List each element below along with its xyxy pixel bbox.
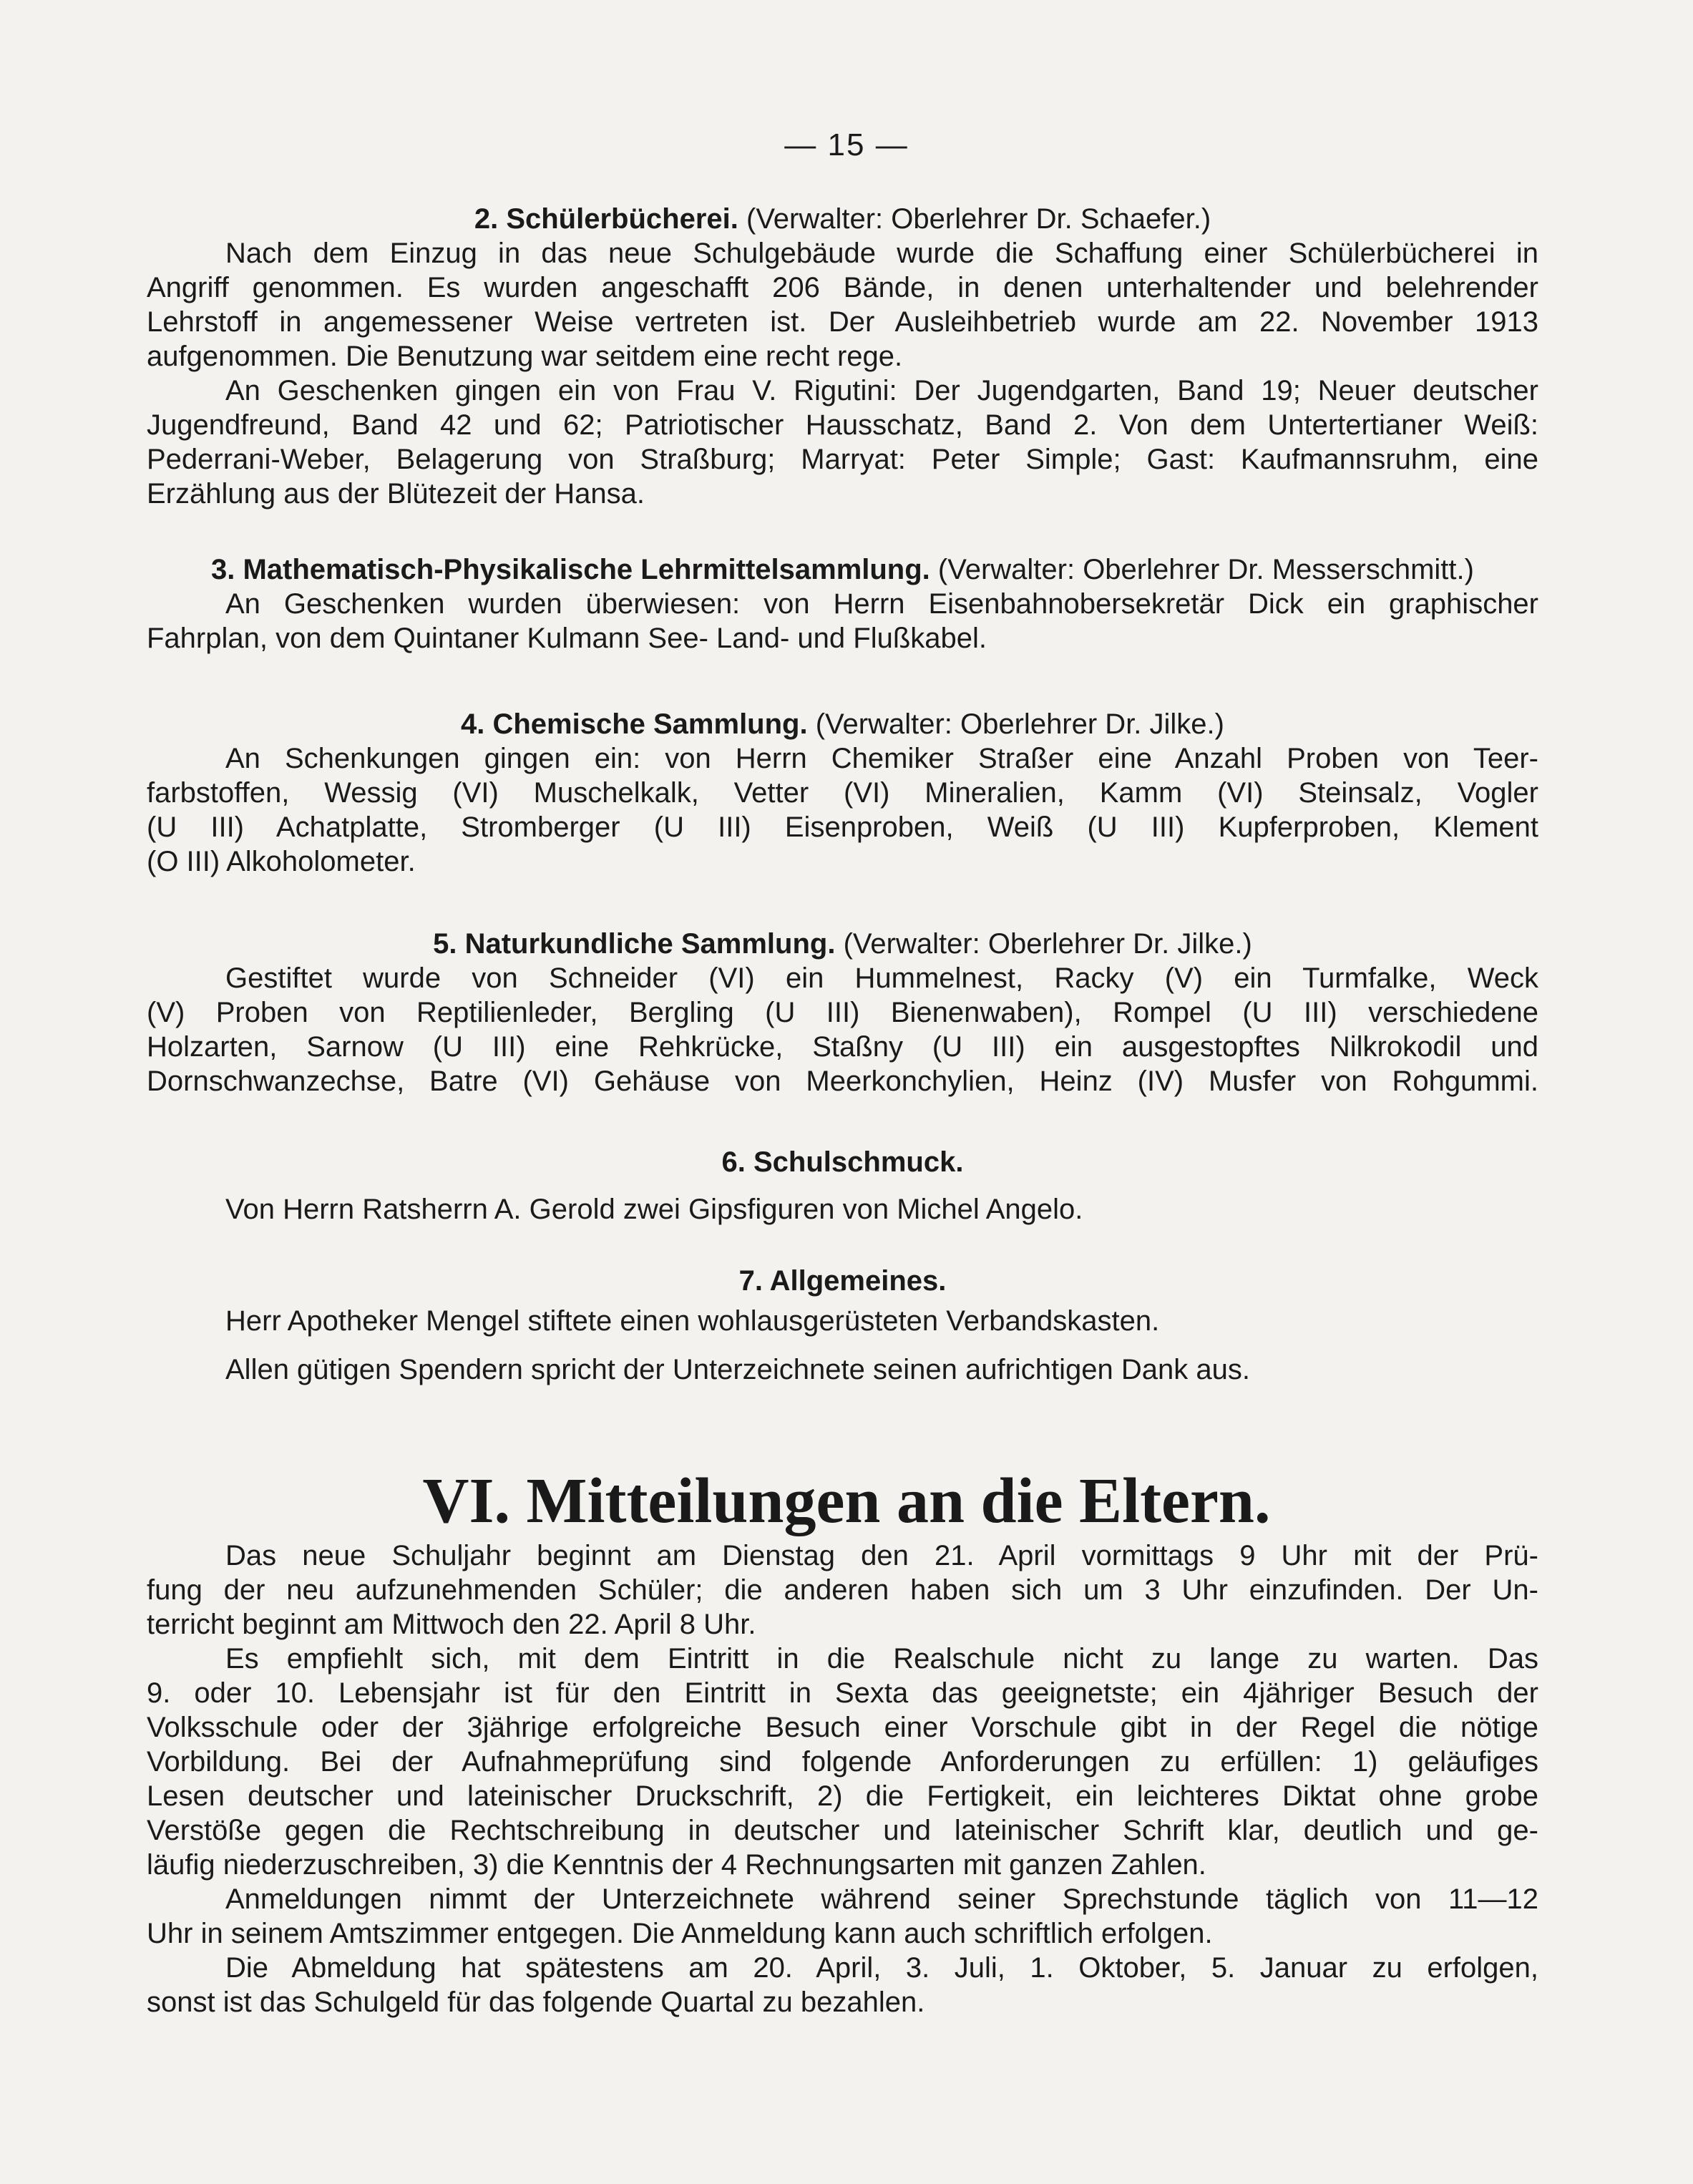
section-naturkundliche-sammlung (147, 927, 1538, 1098)
section-allgemeines (147, 1264, 1538, 1387)
section-admin: (Verwalter: Oberlehrer Dr. Jilke.) (815, 708, 1224, 740)
text-line: Volksschule oder der 3jährige erfolgreiche Besuch einer Vorschule gibt in der Regel die nötige (147, 1712, 1538, 1743)
section-heading-line (147, 927, 1538, 961)
text-line: Herr Apotheker Mengel stiftete einen wohlausgerüsteten Verbandskasten. (225, 1305, 1160, 1337)
section-title: 2. Schülerbücherei. (474, 203, 738, 235)
text-line: Lehrstoff in angemessener Weise vertreten ist. Der Ausleihbetrieb wurde am 22. November 1913 (147, 306, 1538, 338)
section-admin: (Verwalter: Oberlehrer Dr. Jilke.) (843, 928, 1252, 960)
text-line: Lesen deutscher und lateinischer Druckschrift, 2) die Fertigkeit, ein leichteres Diktat ohne grobe (147, 1780, 1538, 1812)
section-heading-line (147, 1145, 1538, 1179)
section-title: 6. Schulschmuck. (721, 1146, 964, 1178)
section-title: 4. Chemische Sammlung. (461, 708, 808, 740)
text-line: An Schenkungen gingen ein: von Herrn Chemiker Straßer eine Anzahl Proben von Teer- (225, 743, 1538, 774)
text-line: läufig niederzuschreiben, 3) die Kenntnis der 4 Rechnungsarten mit ganzen Zahlen. (147, 1849, 1206, 1881)
section-title: 5. Naturkundliche Sammlung. (433, 928, 836, 960)
section-schuelerbuecherei (147, 202, 1538, 511)
section-title: 3. Mathematisch-Physikalische Lehrmittelsammlung. (211, 554, 930, 585)
text-line: Uhr in seinem Amtszimmer entgegen. Die Anmeldung kann auch schriftlich erfolgen. (147, 1918, 1213, 1949)
text-line: An Geschenken wurden überwiesen: von Herrn Eisenbahnobersekretär Dick ein graphischer (225, 588, 1538, 620)
text-line: Anmeldungen nimmt der Unterzeichnete während seiner Sprechstunde täglich von 11—12 (225, 1883, 1538, 1915)
text-line: Jugendfreund, Band 42 und 62; Patriotischer Hausschatz, Band 2. Von dem Untertertianer Weiß: (147, 409, 1538, 441)
text-line: Verstöße gegen die Rechtschreibung in deutscher und lateinischer Schrift klar, deutlich und ge- (147, 1815, 1538, 1846)
text-line: Holzarten, Sarnow (U III) eine Rehkrücke, Staßny (U III) ein ausgestopftes Nilkrokodil und (147, 1031, 1538, 1063)
section-heading-line (147, 552, 1538, 587)
section-chemische-sammlung (147, 707, 1538, 879)
text-line: Fahrplan, von dem Quintaner Kulmann See- Land- und Flußkabel. (147, 623, 987, 654)
section-schulschmuck (147, 1145, 1538, 1227)
text-line: terricht beginnt am Mittwoch den 22. April 8 Uhr. (147, 1609, 756, 1640)
text-line: Es empfiehlt sich, mit dem Eintritt in die Realschule nicht zu lange zu warten. Das (225, 1643, 1538, 1674)
text-line: aufgenommen. Die Benutzung war seitdem eine recht rege. (147, 341, 903, 372)
section-heading-line (147, 707, 1538, 741)
text-line: Erzählung aus der Blütezeit der Hansa. (147, 478, 645, 510)
text-line: farbstoffen, Wessig (VI) Muschelkalk, Vetter (VI) Mineralien, Kamm (VI) Steinsalz, Vogler (147, 777, 1538, 809)
text-line: (V) Proben von Reptilienleder, Bergling (U III) Bienenwaben), Rompel (U III) verschiedene (147, 997, 1538, 1028)
text-line: Angriff genommen. Es wurden angeschafft 206 Bände, in denen unterhaltender und belehrender (147, 272, 1538, 303)
section-heading-line (147, 1264, 1538, 1298)
text-line: Gestiftet wurde von Schneider (VI) ein Hummelnest, Racky (V) ein Turmfalke, Weck (225, 962, 1538, 994)
text-line: (O III) Alkoholometer. (147, 846, 416, 877)
section-mitteilungen (147, 1539, 1538, 2019)
section-heading-line (147, 202, 1538, 236)
text-line: Das neue Schuljahr beginnt am Dienstag den 21. April vormittags 9 Uhr mit der Prü- (225, 1540, 1538, 1571)
text-line: Pederrani-Weber, Belagerung von Straßburg; Marryat: Peter Simple; Gast: Kaufmannsruhm, eine (147, 444, 1538, 475)
section-title: 7. Allgemeines. (738, 1265, 947, 1297)
text-line: Von Herrn Ratsherrn A. Gerold zwei Gipsfiguren von Michel Angelo. (225, 1194, 1083, 1225)
text-line: fung der neu aufzunehmenden Schüler; die anderen haben sich um 3 Uhr einzufinden. Der Un- (147, 1574, 1538, 1606)
text-line: (U III) Achatplatte, Stromberger (U III) Eisenproben, Weiß (U III) Kupferproben, Klement (147, 811, 1538, 843)
text-line: Vorbildung. Bei der Aufnahmeprüfung sind folgende Anforderungen zu erfüllen: 1) geläufiges (147, 1746, 1538, 1778)
text-line: Die Abmeldung hat spätestens am 20. April, 3. Juli, 1. Oktober, 5. Januar zu erfolgen, (225, 1952, 1538, 1984)
section-lehrmittelsammlung (147, 552, 1538, 655)
text-line: Nach dem Einzug in das neue Schulgebäude wurde die Schaffung einer Schülerbücherei in (225, 238, 1538, 269)
text-line: 9. oder 10. Lebensjahr ist für den Eintritt in Sexta das geeignetste; ein 4jähriger Besuch der (147, 1677, 1538, 1709)
main-heading: VI. Mitteilungen an die Eltern. (422, 1466, 1271, 1536)
text-line: Dornschwanzechse, Batre (VI) Gehäuse von Meerkonchylien, Heinz (IV) Musfer von Rohgummi. (147, 1066, 1538, 1097)
text-line: Allen gütigen Spendern spricht der Unterzeichnete seinen aufrichtigen Dank aus. (225, 1354, 1250, 1385)
text-line: sonst ist das Schulgeld für das folgende Quartal zu bezahlen. (147, 1986, 925, 2018)
text-line: An Geschenken gingen ein von Frau V. Rigutini: Der Jugendgarten, Band 19; Neuer deutscher (225, 375, 1538, 406)
section-admin: (Verwalter: Oberlehrer Dr. Schaefer.) (746, 203, 1211, 235)
page-number: — 15 — (784, 127, 909, 162)
section-admin: (Verwalter: Oberlehrer Dr. Messerschmitt.) (937, 554, 1474, 585)
